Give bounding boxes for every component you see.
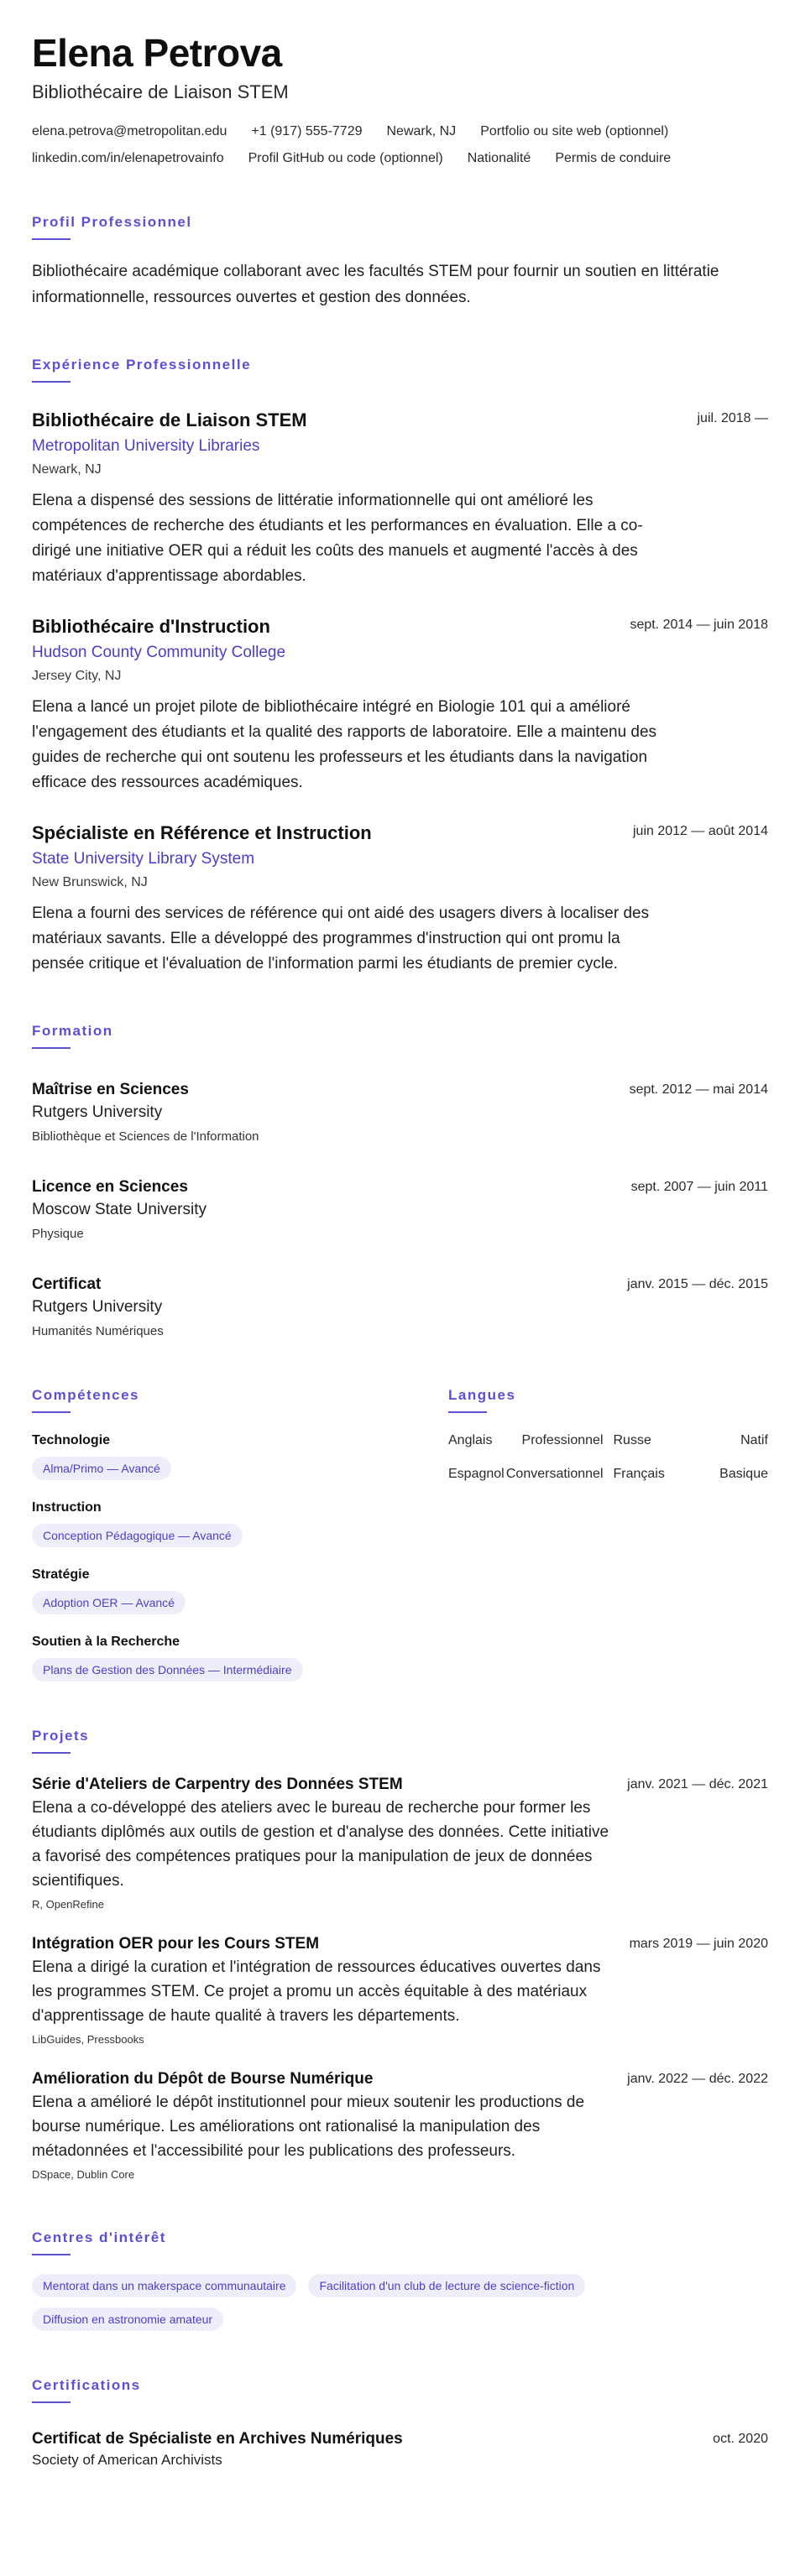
section-divider xyxy=(32,2401,71,2403)
degree-title: Maîtrise en Sciences xyxy=(32,1081,189,1098)
project-tech: LibGuides, Pressbooks xyxy=(32,2033,144,2046)
certification-issuer: Society of American Archivists xyxy=(32,2452,222,2468)
candidate-name: Elena Petrova xyxy=(32,31,282,75)
interest-pill: Diffusion en astronomie amateur xyxy=(32,2307,223,2331)
project-tech: DSpace, Dublin Core xyxy=(32,2168,135,2181)
education-dates: sept. 2012 — mai 2014 xyxy=(629,1082,768,1097)
language-item xyxy=(448,1431,604,1450)
education-entry xyxy=(32,1176,768,1244)
project-entry xyxy=(32,2068,768,2183)
section-title: Projets xyxy=(32,1728,90,1744)
job-dates: juil. 2018 — xyxy=(697,411,768,425)
contact-phone[interactable]: +1 (917) 555-7729 xyxy=(251,124,363,138)
skills-languages-row xyxy=(32,1386,768,1682)
contact-location: Newark, NJ xyxy=(386,124,457,138)
experience-entry xyxy=(32,408,768,589)
section-title: Centres d'intérêt xyxy=(32,2229,166,2245)
language-item xyxy=(614,1431,769,1450)
languages-section xyxy=(448,1386,768,1682)
skill-pill: Adoption OER — Avancé xyxy=(32,1591,186,1614)
job-title: Bibliothécaire d'Instruction xyxy=(32,616,270,637)
profile-summary: Bibliothécaire académique collaborant avec les facultés STEM pour fournir un soutien en littératie informationnelle, ressources ouvertes et gestion des données. xyxy=(32,263,719,306)
degree-title: Licence en Sciences xyxy=(32,1178,188,1196)
job-description: Elena a dispensé des sessions de littératie informationnelle qui ont amélioré les compétences de recherche des étudiants et les performances en évaluation. Elle a co-dirigé une initiative OER qui a réduit les coûts des manuels et augmenté l'accès à des matériaux d'apprentissage abordables. xyxy=(32,492,643,585)
job-organization: Hudson County Community College xyxy=(32,644,286,661)
education-dates: janv. 2015 — déc. 2015 xyxy=(627,1277,768,1291)
certifications-section xyxy=(32,2376,768,2470)
education-entry xyxy=(32,1079,768,1146)
certification-entry xyxy=(32,2428,768,2470)
experience-entry xyxy=(32,821,768,977)
project-description: Elena a co-développé des ateliers avec le bureau de recherche pour former les étudiants diplômés aux outils de gestion et d'analyse des données. Cette initiative a favorisé des compétences pratiques pour la manipulation de jeux de données scientifiques. xyxy=(32,1799,609,1890)
language-level: Professionnel xyxy=(521,1433,604,1447)
job-description: Elena a fourni des services de référence qui ont aidé des usagers divers à localiser des matériaux savants. Elle a développé des programmes d'instruction qui ont promu la pensée critique et l'évaluation de l'information parmi les étudiants de premier cycle. xyxy=(32,905,650,973)
job-location: Jersey City, NJ xyxy=(32,669,122,683)
contact-email[interactable]: elena.petrova@metropolitan.edu xyxy=(32,124,227,138)
contact-license: Permis de conduire xyxy=(555,151,672,165)
contact-github[interactable]: Profil GitHub ou code (optionnel) xyxy=(248,151,443,165)
project-dates: janv. 2022 — déc. 2022 xyxy=(627,2072,768,2086)
section-divider xyxy=(448,1411,487,1413)
field-of-study: Humanités Numériques xyxy=(32,1324,164,1338)
interest-pill: Facilitation d'un club de lecture de science-fiction xyxy=(308,2274,585,2297)
interests-section xyxy=(32,2229,768,2331)
experience-section xyxy=(32,356,768,977)
section-title: Expérience Professionnelle xyxy=(32,357,252,373)
project-title: Série d'Ateliers de Carpentry des Données STEM xyxy=(32,1776,403,1793)
section-divider xyxy=(32,381,71,383)
section-title: Profil Professionnel xyxy=(32,214,192,230)
project-description: Elena a amélioré le dépôt institutionnel pour mieux soutenir les productions de bourse numérique. Les améliorations ont rationalisé la manipulation des métadonnées et l'accessibilité pour les publications des professeurs. xyxy=(32,2094,585,2160)
skill-pill: Plans de Gestion des Données — Intermédiaire xyxy=(32,1658,303,1682)
job-location: New Brunswick, NJ xyxy=(32,875,148,889)
certification-date: oct. 2020 xyxy=(713,2432,768,2446)
project-dates: janv. 2021 — déc. 2021 xyxy=(627,1777,768,1791)
degree-title: Certificat xyxy=(32,1275,102,1293)
section-title: Formation xyxy=(32,1023,113,1039)
section-divider xyxy=(32,238,71,240)
contact-nationality: Nationalité xyxy=(467,151,531,165)
skill-category: Instruction xyxy=(32,1500,102,1515)
school-name: Moscow State University xyxy=(32,1201,207,1218)
project-dates: mars 2019 — juin 2020 xyxy=(629,1937,768,1951)
candidate-role: Bibliothécaire de Liaison STEM xyxy=(32,81,289,102)
field-of-study: Physique xyxy=(32,1227,84,1241)
contact-list xyxy=(32,123,771,168)
projects-section xyxy=(32,1727,768,2183)
language-item xyxy=(448,1465,604,1484)
language-name: Anglais xyxy=(448,1433,493,1447)
section-title: Certifications xyxy=(32,2377,141,2393)
skill-category: Stratégie xyxy=(32,1567,90,1582)
interest-pill: Mentorat dans un makerspace communautaire xyxy=(32,2274,296,2297)
skill-pill: Alma/Primo — Avancé xyxy=(32,1457,171,1480)
language-name: Français xyxy=(613,1467,665,1481)
education-section xyxy=(32,1022,768,1341)
language-item xyxy=(614,1465,769,1484)
education-dates: sept. 2007 — juin 2011 xyxy=(630,1180,768,1194)
field-of-study: Bibliothèque et Sciences de l'Information xyxy=(32,1129,259,1144)
project-entry xyxy=(32,1774,768,1913)
contact-linkedin[interactable]: linkedin.com/in/elenapetrovainfo xyxy=(32,151,224,165)
language-name: Russe xyxy=(613,1433,651,1447)
job-organization: State University Library System xyxy=(32,850,255,868)
education-entry xyxy=(32,1274,768,1341)
resume-header xyxy=(32,30,768,168)
interest-list xyxy=(32,2274,670,2331)
contact-portfolio[interactable]: Portfolio ou site web (optionnel) xyxy=(480,124,669,138)
school-name: Rutgers University xyxy=(32,1103,163,1121)
language-level: Conversationnel xyxy=(505,1467,604,1481)
project-entry xyxy=(32,1933,768,2048)
job-dates: juin 2012 — août 2014 xyxy=(632,824,768,838)
job-description: Elena a lancé un projet pilote de bibliothécaire intégré en Biologie 101 qui a amélioré l'engagement des étudiants et la qualité des rapports de laboratoire. Elle a maintenu des guides de recherche qui ont soutenu les professeurs et les étudiants dans la navigation efficace des ressources académiques. xyxy=(32,698,657,791)
section-divider xyxy=(32,1047,71,1049)
project-tech: R, OpenRefine xyxy=(32,1898,104,1911)
section-title: Compétences xyxy=(32,1387,139,1403)
certification-title: Certificat de Spécialiste en Archives Numériques xyxy=(32,2430,403,2448)
section-divider xyxy=(32,2254,71,2255)
project-title: Amélioration du Dépôt de Bourse Numérique xyxy=(32,2070,374,2088)
section-divider xyxy=(32,1411,71,1413)
job-title: Bibliothécaire de Liaison STEM xyxy=(32,409,307,430)
job-organization: Metropolitan University Libraries xyxy=(32,437,260,455)
project-title: Intégration OER pour les Cours STEM xyxy=(32,1935,320,1953)
skills-section xyxy=(32,1386,418,1682)
language-name: Espagnol xyxy=(448,1467,505,1481)
language-grid xyxy=(448,1431,768,1484)
section-title: Langues xyxy=(448,1387,516,1403)
section-divider xyxy=(32,1752,71,1754)
job-title: Spécialiste en Référence et Instruction xyxy=(32,822,372,843)
experience-entry xyxy=(32,614,768,795)
skill-category: Technologie xyxy=(32,1433,111,1447)
language-level: Basique xyxy=(719,1467,768,1481)
school-name: Rutgers University xyxy=(32,1298,163,1316)
profile-section xyxy=(32,213,768,310)
language-level: Natif xyxy=(740,1433,768,1447)
job-location: Newark, NJ xyxy=(32,462,102,477)
skill-category: Soutien à la Recherche xyxy=(32,1635,180,1649)
skill-pill: Conception Pédagogique — Avancé xyxy=(32,1524,243,1547)
project-description: Elena a dirigé la curation et l'intégration de ressources éducatives ouvertes dans les programmes STEM. Ce projet a promu un accès équitable à des matériaux d'apprentissage de haute qualité à travers les départements. xyxy=(32,1958,601,2025)
job-dates: sept. 2014 — juin 2018 xyxy=(630,618,768,632)
